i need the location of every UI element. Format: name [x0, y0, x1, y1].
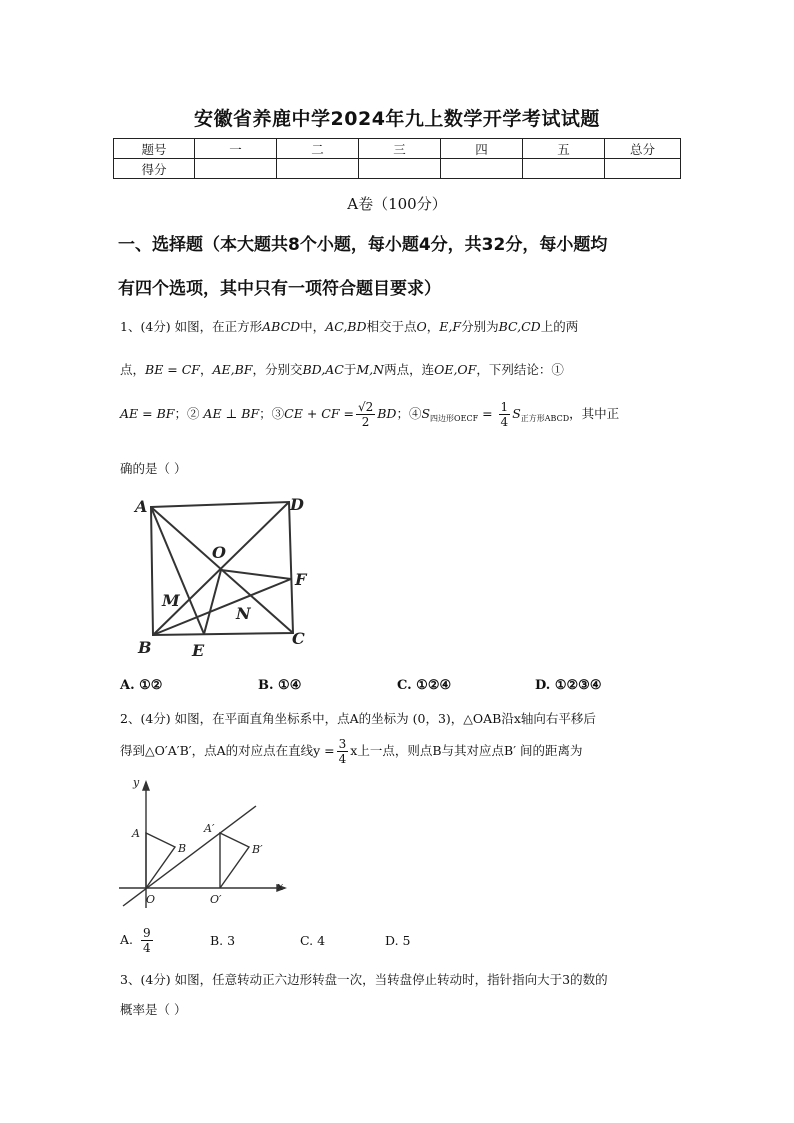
label-o: O: [212, 543, 226, 562]
fraction-one-quarter: $\frac{1}{4}$: [500, 400, 509, 429]
score-input-cell[interactable]: [359, 159, 441, 179]
score-table-score-row: [114, 159, 681, 179]
label-a: A: [135, 497, 148, 516]
label-a-prime: A′: [204, 822, 215, 835]
label-f: F: [295, 570, 307, 589]
q1-option-d[interactable]: D. ①②③④: [535, 678, 602, 693]
table-cell: 一: [195, 139, 277, 159]
q2-option-c[interactable]: C. 4: [300, 933, 326, 948]
section-a-heading: A卷（100分）: [347, 195, 447, 213]
label-b: B: [178, 842, 187, 855]
line-y-3-4-x: [123, 806, 256, 906]
fraction-sqrt2-over-2: $\frac{√2}{2}$: [357, 400, 374, 429]
q2-option-d[interactable]: D. 5: [385, 933, 411, 948]
label-y-axis: y: [133, 776, 140, 789]
part1-heading-line1: 一、选择题（本大题共8个小题，每小题4分，共32分，每小题均: [118, 235, 608, 255]
q1-square-figure: [128, 490, 318, 660]
label-x-axis: x: [277, 880, 284, 893]
label-d: D: [290, 495, 304, 514]
table-cell: 得分: [114, 159, 195, 179]
q1-option-b[interactable]: B. ①④: [258, 678, 302, 693]
label-m: M: [162, 591, 180, 610]
q1-line1: 1、(4分) 如图，在正方形ABCD中，AC,BD相交于点O，E,F分别为BC,CD上的两: [120, 319, 579, 334]
score-input-cell[interactable]: [605, 159, 681, 179]
triangle-o2a2b2: [220, 833, 249, 888]
segment-ae: [151, 507, 204, 634]
score-input-cell[interactable]: [523, 159, 605, 179]
label-o-prime: O′: [210, 893, 222, 906]
score-input-cell[interactable]: [441, 159, 523, 179]
q1-line2: 点，BE = CF，AE,BF，分别交BD,AC于M,N两点，连OE,OF，下列结论：①: [120, 362, 564, 377]
q3-line1: 3、(4分) 如图，任意转动正六边形转盘一次，当转盘停止转动时，指针指向大于3的数的: [120, 972, 608, 987]
label-a: A: [132, 827, 140, 840]
diagonal-bd: [153, 502, 289, 635]
q2-option-a[interactable]: A. $\frac{9}{4}$: [120, 926, 151, 955]
y-axis-arrow: [143, 782, 149, 790]
fraction-three-quarters: $\frac{3}{4}$: [338, 737, 347, 766]
table-cell: 总分: [605, 139, 681, 159]
segment-oe: [204, 570, 221, 634]
triangle-oab: [146, 833, 175, 888]
q1-option-c[interactable]: C. ①②④: [397, 678, 452, 693]
table-cell: 四: [441, 139, 523, 159]
score-table-header-row: [114, 139, 681, 159]
q3-line2: 概率是（ ）: [120, 1002, 187, 1017]
q1-line4: 确的是（ ）: [120, 461, 187, 476]
table-cell: 五: [523, 139, 605, 159]
score-input-cell[interactable]: [277, 159, 359, 179]
q2-coordinate-figure: [115, 772, 295, 912]
label-n: N: [236, 604, 251, 623]
label-o: O: [146, 893, 156, 906]
table-cell: 二: [277, 139, 359, 159]
label-e: E: [192, 641, 205, 660]
label-b-prime: B′: [252, 843, 263, 856]
part1-heading-line2: 有四个选项，其中只有一项符合题目要求）: [118, 279, 441, 299]
score-table: [113, 138, 681, 179]
table-cell: 三: [359, 139, 441, 159]
label-c: C: [292, 629, 305, 648]
q2-line2: 得到△O′A′B′，点A的对应点在直线y = $\frac{3}{4}$ x上一点，则点B与其对应点B′ 间的距离为: [120, 737, 583, 766]
score-input-cell[interactable]: [195, 159, 277, 179]
q2-option-b[interactable]: B. 3: [210, 933, 236, 948]
label-b: B: [138, 638, 152, 657]
exam-title: 安徽省养鹿中学2024年九上数学开学考试试题: [194, 108, 600, 130]
q2-line1: 2、(4分) 如图，在平面直角坐标系中，点A的坐标为 (0，3)，△OAB沿x轴向右平移后: [120, 711, 596, 726]
table-cell: 题号: [114, 139, 195, 159]
q1-line3: AE = BF；② AE ⊥ BF；③CE + CF = $\frac{√2}{2}$ BD；$④S_{四边形OECF}$ = $\frac{1}{4}$ $S_{正方形ABCD}$，其中正: [120, 400, 620, 429]
q1-option-a[interactable]: A. ①②: [120, 678, 163, 693]
